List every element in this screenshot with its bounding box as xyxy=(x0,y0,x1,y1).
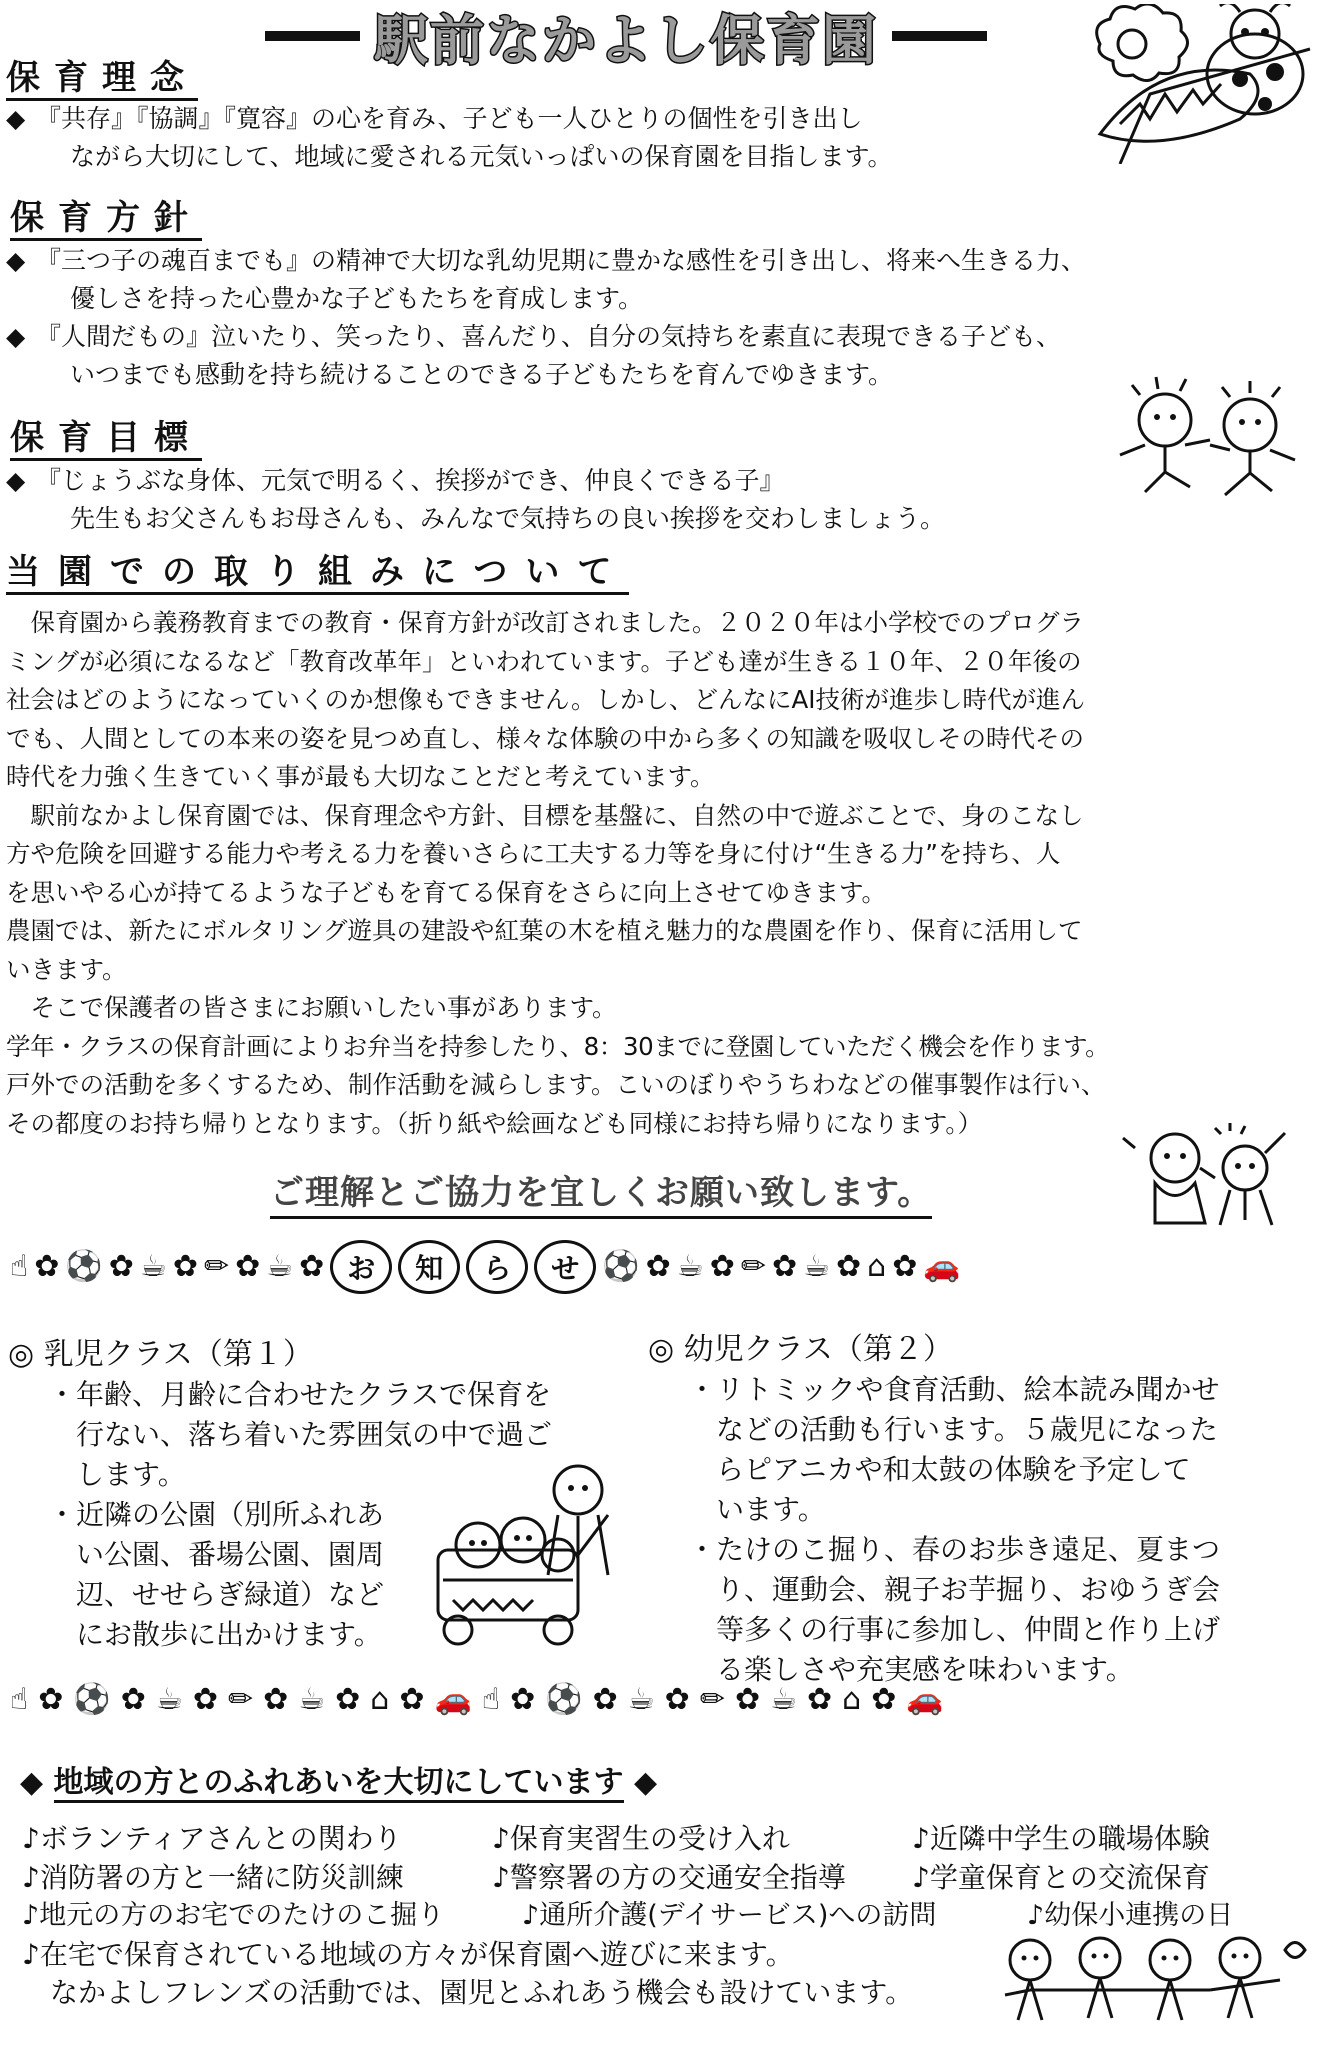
tulip-icon: ✿ xyxy=(734,1682,761,1717)
initiatives-heading: 当園での取り組みについて xyxy=(6,552,629,595)
goal-heading: 保育目標 xyxy=(10,418,202,461)
philosophy-line-2: ながら大切にして、地域に愛される元気いっぱいの保育園を目指します。 xyxy=(70,142,893,171)
car-icon: 🚗 xyxy=(906,1682,944,1717)
ball-icon: ⚽ xyxy=(73,1682,111,1717)
initiatives-line: 駅前なかよし保育園では、保育理念や方針、目標を基盤に、自然の中で遊ぶことで、身のこなし xyxy=(6,800,1084,830)
diamond-bullet-icon: ◆ xyxy=(6,466,26,495)
stroller-children-illustration xyxy=(428,1460,628,1650)
infant-class-line: にお散歩に出かけます。 xyxy=(48,1618,382,1651)
diamond-bullet-icon: ◆ xyxy=(633,1765,658,1800)
tulip-icon: ✿ xyxy=(871,1682,897,1717)
page-title: 駅前なかよし保育園 xyxy=(374,8,878,72)
house-icon: ⌂ xyxy=(370,1682,390,1717)
community-heading-wrap xyxy=(20,1762,657,1804)
pencil-icon: ✏ xyxy=(699,1682,725,1717)
pencil-icon: ✏ xyxy=(740,1249,766,1284)
tulip-icon: ✿ xyxy=(120,1682,146,1717)
goal-line-2: 先生もお父さんもお母さんも、みんなで気持ちの良い挨拶を交わしましょう。 xyxy=(70,504,946,533)
jumping-children-illustration xyxy=(1110,375,1310,505)
car-icon: 🚗 xyxy=(923,1249,961,1284)
toddler-class-line: ・たけのこ掘り、春のお歩き遠足、夏まつ xyxy=(688,1533,1221,1566)
toddler-class-line: ・リトミックや食育活動、絵本読み聞かせ xyxy=(688,1373,1220,1406)
community-row xyxy=(22,1859,1312,1898)
title-dash-left xyxy=(265,31,360,41)
tulip-icon: ✿ xyxy=(807,1682,833,1717)
cup-icon: ☕ xyxy=(627,1682,655,1717)
initiatives-line: 農園では、新たにボルタリング遊具の建設や紅葉の木を植え魅力的な農園を作り、保育に活用して xyxy=(6,916,1083,945)
policy-item-2-line-1: 『人間だもの』泣いたり、笑ったり、喜んだり、自分の気持ちを素直に表現できる子ども、 xyxy=(36,322,1062,351)
initiatives-line: でも、人間としての本来の姿を見つめ直し、様々な体験の中から多くの知識を吸収しその時代その xyxy=(6,723,1084,753)
toddler-class-line: 等多くの行事に参加し、仲間と作り上げ xyxy=(688,1613,1221,1646)
ball-icon: ⚽ xyxy=(65,1249,103,1284)
diamond-bullet-icon: ◆ xyxy=(6,322,26,351)
philosophy-section xyxy=(6,58,198,98)
notice-bubble: お xyxy=(330,1240,392,1294)
tulip-icon: ✿ xyxy=(664,1682,690,1717)
pencil-icon: ✏ xyxy=(227,1682,254,1717)
notice-bubble: 知 xyxy=(398,1240,460,1294)
toddler-class-line: り、運動会、親子お芋掘り、おゆうぎ会 xyxy=(688,1573,1221,1606)
toddler-class-line: る楽しさや充実感を味わいます。 xyxy=(688,1653,1134,1686)
community-item: ♪消防署の方と一緒に防災訓練 xyxy=(22,1860,404,1894)
children-holding-hands-illustration xyxy=(1000,1930,1315,2040)
tulip-icon: ✿ xyxy=(192,1682,218,1717)
diamond-bullet-icon: ◆ xyxy=(6,246,26,275)
tulip-icon: ✿ xyxy=(299,1249,325,1284)
infant-class-line: します。 xyxy=(48,1458,186,1491)
community-item: ♪近隣中学生の職場体験 xyxy=(912,1822,1210,1855)
infant-class-line: ・近隣の公園（別所ふれあ xyxy=(48,1498,385,1531)
tulip-icon: ✿ xyxy=(892,1249,918,1284)
community-item: ♪警察署の方の交通安全指導 xyxy=(492,1860,846,1894)
tulip-icon: ✿ xyxy=(592,1682,618,1717)
community-item: ♪地元の方のお宅でのたけのこ掘り xyxy=(22,1900,445,1931)
tulip-icon: ✿ xyxy=(645,1249,671,1284)
notice-bubble: せ xyxy=(534,1240,596,1294)
mug-icon: ☕ xyxy=(298,1682,326,1717)
house-icon: ⌂ xyxy=(842,1682,862,1717)
goal-line-1: 『じょうぶな身体、元気で明るく、挨拶ができ、仲良くできる子』 xyxy=(36,466,785,495)
community-item: ♪保育実習生の受け入れ xyxy=(492,1822,790,1855)
pointing-hand-icon: ☝ xyxy=(481,1682,501,1717)
policy-item-2-line-2: いつまでも感動を持ち続けることのできる子どもたちを育んでゆきます。 xyxy=(70,360,894,389)
infant-class-line: ・年齢、月齢に合わせたクラスで保育を xyxy=(48,1378,552,1411)
infant-class-heading: ◎ 乳児クラス（第１） xyxy=(8,1337,313,1372)
decorative-border-top xyxy=(10,1240,1315,1294)
infant-class-line: 行ない、落ち着いた雰囲気の中で過ご xyxy=(48,1418,553,1451)
toddler-class-line: らピアニカや和太鼓の体験を予定して xyxy=(688,1453,1191,1486)
tulip-icon: ✿ xyxy=(836,1249,862,1284)
community-item: ♪通所介護(デイサービス)への訪問 xyxy=(522,1900,937,1931)
initiatives-line: 保育園から義務教育までの教育・保育方針が改訂されました。２０２０年は小学校でのプログラ xyxy=(6,608,1084,637)
goal-section xyxy=(10,418,202,458)
tulip-icon: ✿ xyxy=(235,1249,261,1284)
initiatives-line: そこで保護者の皆さまにお願いしたい事があります。 xyxy=(6,993,617,1022)
tulip-icon: ✿ xyxy=(172,1249,198,1284)
policy-section xyxy=(10,198,202,238)
goal-text xyxy=(6,462,1106,538)
pencil-icon: ✏ xyxy=(203,1249,230,1284)
policy-item-1-line-2: 優しさを持った心豊かな子どもたちを育成します。 xyxy=(70,284,644,313)
mug-icon: ☕ xyxy=(770,1682,797,1717)
tulip-icon: ✿ xyxy=(108,1249,134,1284)
community-line-4: ♪在宅で保育されている地域の方々が保育園へ遊びに来ます。 xyxy=(22,1937,794,1971)
community-row xyxy=(22,1820,1312,1859)
tulip-icon: ✿ xyxy=(771,1249,798,1284)
mug-icon: ☕ xyxy=(266,1249,294,1284)
cup-icon: ☕ xyxy=(676,1249,704,1284)
philosophy-heading: 保育理念 xyxy=(6,58,198,101)
decorative-border-bottom xyxy=(10,1680,1315,1720)
appeal-text: ご理解とご協力を宜しくお願い致します。 xyxy=(270,1170,932,1219)
initiatives-line: その都度のお持ち帰りとなります。（折り紙や絵画なども同様にお持ち帰りになります。） xyxy=(6,1108,983,1138)
toddler-class-line: います。 xyxy=(688,1493,826,1526)
community-item: ♪学童保育との交流保育 xyxy=(912,1860,1210,1894)
cup-icon: ☕ xyxy=(139,1249,167,1284)
toddler-class-line: などの活動も行います。５歳児になった xyxy=(688,1413,1218,1446)
tulip-icon: ✿ xyxy=(399,1682,425,1717)
happy-children-illustration xyxy=(1115,1118,1305,1238)
initiatives-line: ミングが必須になるなど「教育改革年」といわれています。子ども達が生きる１０年、２０年後の xyxy=(6,646,1082,676)
title-banner xyxy=(265,4,1025,72)
cup-icon: ☕ xyxy=(155,1682,183,1717)
tulip-icon: ✿ xyxy=(335,1682,361,1717)
initiatives-section xyxy=(6,552,629,592)
policy-item-1-line-1: 『三つ子の魂百までも』の精神で大切な乳幼児期に豊かな感性を引き出し、将来へ生きる力、 xyxy=(36,246,1087,275)
tulip-icon: ✿ xyxy=(34,1249,60,1284)
initiatives-line: を思いやる心が持てるような子どもを育てる保育をさらに向上させてゆきます。 xyxy=(6,877,887,907)
ladybug-flower-illustration xyxy=(1080,4,1312,164)
diamond-bullet-icon: ◆ xyxy=(6,104,26,133)
tulip-icon: ✿ xyxy=(38,1682,64,1717)
community-line-5: なかよしフレンズの活動では、園児とふれあう機会も設けています。 xyxy=(22,1976,914,2009)
community-item: ♪幼保小連携の日 xyxy=(1027,1900,1234,1931)
pointing-hand-icon: ☝ xyxy=(10,1249,29,1284)
policy-text xyxy=(6,242,1306,394)
diamond-bullet-icon: ◆ xyxy=(20,1765,44,1800)
pointing-hand-icon: ☝ xyxy=(10,1682,29,1717)
mug-icon: ☕ xyxy=(803,1249,831,1284)
toddler-class-heading: ◎ 幼児クラス（第２） xyxy=(648,1332,953,1367)
philosophy-text xyxy=(6,100,1056,176)
tulip-icon: ✿ xyxy=(510,1682,536,1717)
philosophy-line-1: 『共存』『協調』『寛容』の心を育み、子ども一人ひとりの個性を引き出し xyxy=(36,104,863,133)
policy-heading: 保育方針 xyxy=(10,198,202,241)
initiatives-line: 社会はどのようになっていくのか想像もできません。しかし、どんなにAI技術が進歩し時代が進ん xyxy=(6,685,1085,714)
car-icon: 🚗 xyxy=(434,1682,472,1717)
initiatives-line: 時代を力強く生きていく事が最も大切なことだと考えています。 xyxy=(6,762,715,791)
initiatives-line: 方や危険を回避する能力や考える力を養いさらに工夫する力等を身に付け“生きる力”を持ち、人 xyxy=(6,839,1061,868)
infant-class-line: い公園、番場公園、園周 xyxy=(48,1538,385,1571)
community-item: ♪ボランティアさんとの関わり xyxy=(22,1822,402,1855)
infant-class-line: 辺、せせらぎ緑道）など xyxy=(48,1578,385,1611)
house-icon: ⌂ xyxy=(867,1249,887,1284)
ball-icon: ⚽ xyxy=(602,1249,640,1284)
initiatives-line: 戸外での活動を多くするため、制作活動を減らします。こいのぼりやうちわなどの催事製作は行い、 xyxy=(6,1070,1106,1099)
initiatives-line: いきます。 xyxy=(6,954,127,984)
ball-icon: ⚽ xyxy=(545,1682,583,1717)
notice-bubble: ら xyxy=(466,1240,528,1294)
initiatives-line: 学年・クラスの保育計画によりお弁当を持参したり、8：30までに登園していただく機会を作ります。 xyxy=(6,1031,1110,1061)
tulip-icon: ✿ xyxy=(709,1249,735,1284)
initiatives-body xyxy=(6,604,1316,1143)
tulip-icon: ✿ xyxy=(263,1682,289,1717)
title-dash-right xyxy=(892,31,987,41)
community-heading: 地域の方とのふれあいを大切にしています xyxy=(54,1765,624,1803)
toddler-class-section xyxy=(648,1330,1318,1690)
